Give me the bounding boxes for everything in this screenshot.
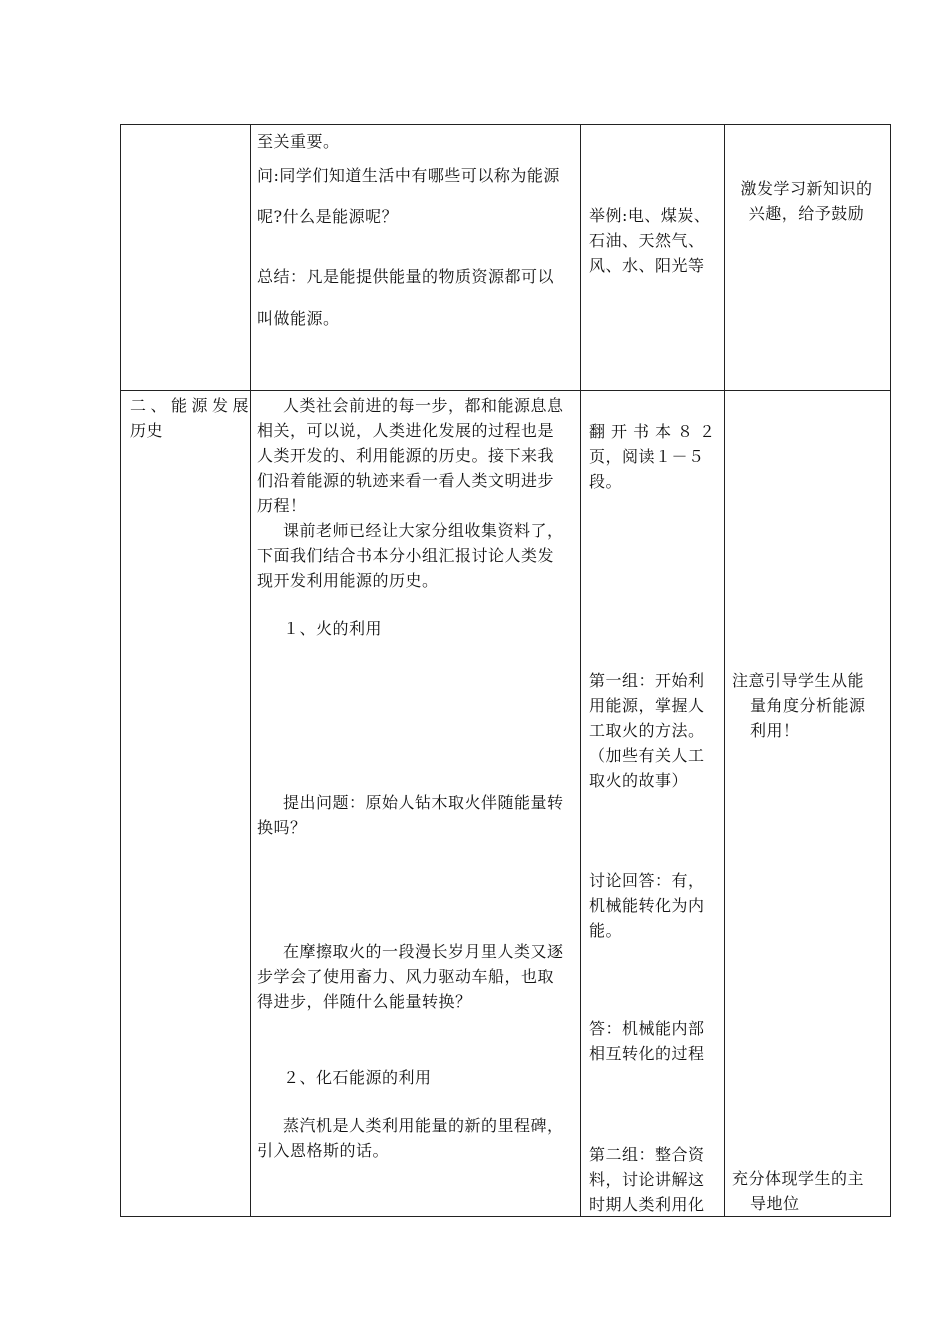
content-text: 们沿着能源的轨迹来看一看人类文明进步 xyxy=(257,471,555,490)
student-activity-text: 石油、天然气、 xyxy=(589,231,705,250)
content-text: 现开发利用能源的历史。 xyxy=(257,571,439,590)
content-text: 下面我们结合书本分小组汇报讨论人类发 xyxy=(257,546,555,565)
content-text: 相关，可以说，人类进化发展的过程也是 xyxy=(257,421,555,440)
content-text: 人类社会前进的每一步，都和能源息息 xyxy=(283,396,564,415)
student-activity-text: 答：机械能内部 xyxy=(589,1019,705,1038)
student-activity-text: 举例:电、煤炭、 xyxy=(589,206,711,225)
student-activity-text: 第二组：整合资 xyxy=(589,1145,705,1164)
design-intent-text: 利用！ xyxy=(750,721,800,740)
question-text: 问:同学们知道生活中有哪些可以称为能源 xyxy=(257,166,560,185)
content-text: 至关重要。 xyxy=(257,132,340,151)
student-activity-text: 用能源，掌握人 xyxy=(589,696,705,715)
column-divider xyxy=(724,125,725,1216)
student-activity-text: 风、水、阳光等 xyxy=(589,256,705,275)
content-text: 课前老师已经让大家分组收集资料了， xyxy=(283,521,564,540)
design-intent-text: 兴趣，给予鼓励 xyxy=(748,204,865,223)
design-intent-text: 注意引导学生从能 xyxy=(732,671,865,690)
question-text: 提出问题：原始人钻木取火伴随能量转 xyxy=(283,793,564,812)
student-activity-text: 时期人类利用化 xyxy=(589,1195,705,1214)
student-activity-text: （加些有关人工 xyxy=(589,746,705,765)
column-divider xyxy=(580,125,581,1216)
content-text: 蒸汽机是人类利用能量的新的里程碑， xyxy=(283,1116,564,1135)
design-intent-text: 充分体现学生的主 xyxy=(732,1169,865,1188)
student-activity-text: 取火的故事） xyxy=(589,771,689,790)
design-intent-text: 导地位 xyxy=(750,1194,800,1213)
lesson-plan-table xyxy=(120,124,891,1217)
design-intent-text: 量角度分析能源 xyxy=(750,696,866,715)
content-text: 历程！ xyxy=(257,496,307,515)
section-heading: 二、能源发展 xyxy=(130,396,254,415)
subheading: ２、化石能源的利用 xyxy=(283,1068,432,1087)
student-activity-text: 能。 xyxy=(589,921,623,940)
design-intent-text: 激发学习新知识的 xyxy=(740,179,873,198)
student-activity-text: 翻开书本８２ xyxy=(589,422,722,441)
section-heading: 历史 xyxy=(130,421,164,440)
subheading: １、火的利用 xyxy=(283,619,383,638)
student-activity-text: 料，讨论讲解这 xyxy=(589,1170,705,1189)
student-activity-text: 段。 xyxy=(589,472,623,491)
content-text: 得进步，伴随什么能量转换？ xyxy=(257,992,472,1011)
summary-text: 叫做能源。 xyxy=(257,309,340,328)
question-text: 换吗？ xyxy=(257,818,307,837)
summary-text: 总结：凡是能提供能量的物质资源都可以 xyxy=(257,267,555,286)
content-text: 步学会了使用畜力、风力驱动车船，也取 xyxy=(257,967,555,986)
row-divider xyxy=(121,390,890,391)
student-activity-text: 相互转化的过程 xyxy=(589,1044,705,1063)
question-text: 呢?什么是能源呢？ xyxy=(257,207,399,226)
student-activity-text: 工取火的方法。 xyxy=(589,721,705,740)
student-activity-text: 讨论回答：有， xyxy=(589,871,705,890)
content-text: 在摩擦取火的一段漫长岁月里人类又逐 xyxy=(283,942,564,961)
content-text: 人类开发的、利用能源的历史。接下来我 xyxy=(257,446,555,465)
student-activity-text: 机械能转化为内 xyxy=(589,896,705,915)
column-divider xyxy=(250,125,251,1216)
student-activity-text: 第一组：开始利 xyxy=(589,671,705,690)
student-activity-text: 页，阅读１－５ xyxy=(589,447,705,466)
content-text: 引入恩格斯的话。 xyxy=(257,1141,390,1160)
